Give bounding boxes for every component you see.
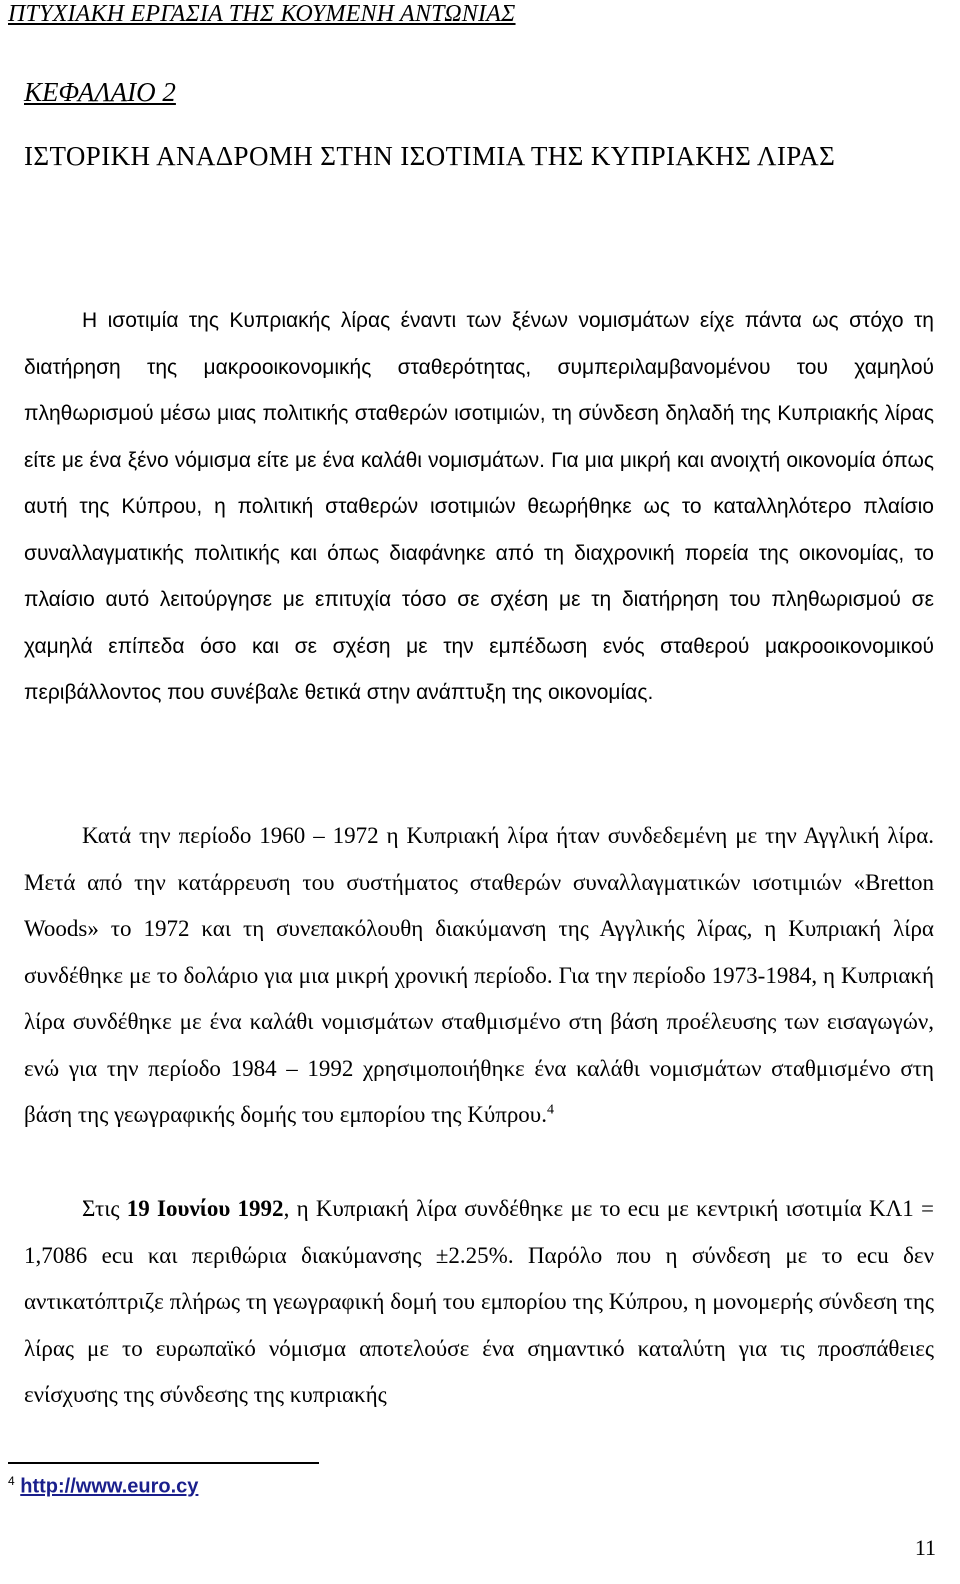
footnote-link[interactable]: http://www.euro.cy	[20, 1475, 199, 1498]
paragraph-3-text: , η Κυπριακή λίρα συνδέθηκε με το ecu με κεντρική ισοτιμία ΚΛ1 = 1,7086 ecu και περιθώρια διακύμανσης ±2.25%. Παρόλο που η σύνδεση με το ecu δεν αντικατόπτριζε πλήρως τη γεωγραφική δομή του εμπορίου της Κύπρου, η μονομερής σύνδεση της λίρας με το ευρωπαϊκό νόμισμα αποτελούσε ένα σημαντικό καταλύτη για τις προσπάθειες ενίσχυσης της σύνδεσης της κυπριακής	[24, 1196, 934, 1407]
paragraph-3	[24, 1186, 934, 1419]
chapter-label: ΚΕΦΑΛΑΙΟ 2	[24, 77, 176, 107]
paragraph-2-text: Κατά την περίοδο 1960 – 1972 η Κυπριακή λίρα ήταν συνδεδεμένη με την Αγγλική λίρα. Μετά από την κατάρρευση του συστήματος σταθερών συναλλαγματικών ισοτιμιών «Bretton Woods» το 1972 και τη συνεπακόλουθη διακύμανση της Αγγλικής λίρας, η Κυπριακή λίρα συνδέθηκε με το δολάριο για μια μικρή χρονική περίοδο. Για την περίοδο 1973-1984, η Κυπριακή λίρα συνδέθηκε με ένα καλάθι νομισμάτων σταθμισμένο στη βάση προέλευσης των εισαγωγών, ενώ για την περίοδο 1984 – 1992 χρησιμοποιήθηκε ένα καλάθι νομισμάτων σταθμισμένο στη βάση της γεωγραφικής δομής του εμπορίου της Κύπρου.	[24, 823, 934, 1127]
paragraph-2	[24, 813, 934, 1139]
document-header: ΠΤΥΧΙΑΚΗ ΕΡΓΑΣΙΑ ΤΗΣ ΚΟΥΜΕΝΗ ΑΝΤΩΝΙΑΣ	[8, 1, 516, 27]
paragraph-3-intro: Στις	[82, 1196, 127, 1221]
footnote-reference[interactable]: 4	[546, 1102, 554, 1118]
paragraph-3-date: 19 Ιουνίου 1992	[126, 1196, 284, 1221]
paragraph-1: Η ισοτιμία της Κυπριακής λίρας έναντι των ξένων νομισμάτων είχε πάντα ως στόχο τη διατήρηση της μακροοικονομικής σταθερότητας, συμπεριλαμβανομένου του χαμηλού πληθωρισμού μέσω μιας πολιτικής σταθερών ισοτιμιών, τη σύνδεση δηλαδή της Κυπριακής λίρας είτε με ένα ξένο νόμισμα είτε με ένα καλάθι νομισμάτων. Για μια μικρή και ανοιχτή οικονομία όπως αυτή της Κύπρου, η πολιτική σταθερών ισοτιμιών θεωρήθηκε ως το καταλληλότερο πλαίσιο συναλλαγματικής πολιτικής και όπως διαφάνηκε από τη διαχρονική πορεία της οικονομίας, το πλαίσιο αυτό λειτούργησε με επιτυχία τόσο σε σχέση με τη διατήρηση του πληθωρισμού σε χαμηλά επίπεδα όσο και σε σχέση με την εμπέδωση ενός σταθερού μακροοικονομικού περιβάλλοντος που συνέβαλε θετικά στην ανάπτυξη της οικονομίας.	[24, 309, 934, 704]
page-number: 11	[914, 1535, 936, 1560]
footnote	[8, 1468, 198, 1500]
footnote-divider	[8, 1462, 319, 1464]
footnote-number: 4	[8, 1474, 15, 1488]
chapter-title: ΙΣΤΟΡΙΚΗ ΑΝΑΔΡΟΜΗ ΣΤΗΝ ΙΣΟΤΙΜΙΑ ΤΗΣ ΚΥΠΡΙΑΚΗΣ ΛΙΡΑΣ	[24, 141, 836, 171]
